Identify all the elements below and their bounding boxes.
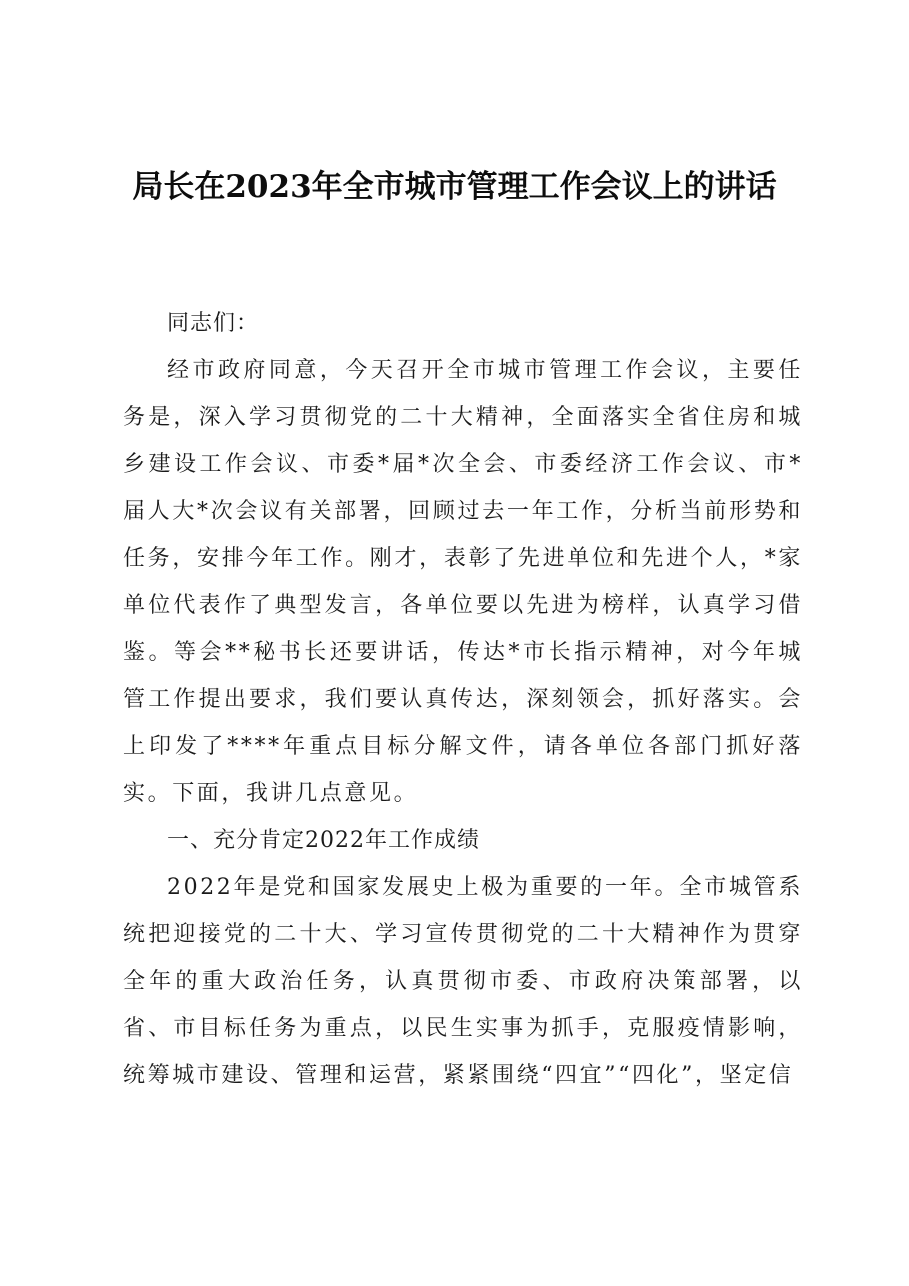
section-heading: 一、充分肯定2022年工作成绩 [167,828,480,853]
opening-paragraph: 经市政府同意，今天召开全市城市管理工作会议，主要任务是，深入学习贯彻党的二十大精神，全面落实全省住房和城乡建设工作会议、市委*届*次全会、市委经济工作会议、市*届人大*次会议有关部署，回顾过去一年工作，分析当前形势和任务，安排今年工作。刚才，表彰了先进单位和先进个人，*家单位代表作了典型发言，各单位要以先进为榜样，认真学习借鉴。等会**秘书长还要讲话，传达*市长指示精神，对今年城管工作提出要求，我们要认真传达，深刻领会，抓好落实。会上印发了****年重点目标分解文件，请各单位各部门抓好落实。下面，我讲几点意见。 [123,358,803,806]
document-body [123,300,803,1099]
document-title: 局长在2023年全市城市管理工作会议上的讲话 [132,169,777,205]
section-paragraph: 2022年是党和国家发展史上极为重要的一年。全市城管系统把迎接党的二十大、学习宣传贯彻党的二十大精神作为贯穿全年的重大政治任务，认真贯彻市委、市政府决策部署，以省、市目标任务为重点，以民生实事为抓手，克服疫情影响，统筹城市建设、管理和运营，紧紧围绕“四宜”“四化”，坚定信 [123,875,803,1088]
salutation: 同志们： [167,311,260,336]
